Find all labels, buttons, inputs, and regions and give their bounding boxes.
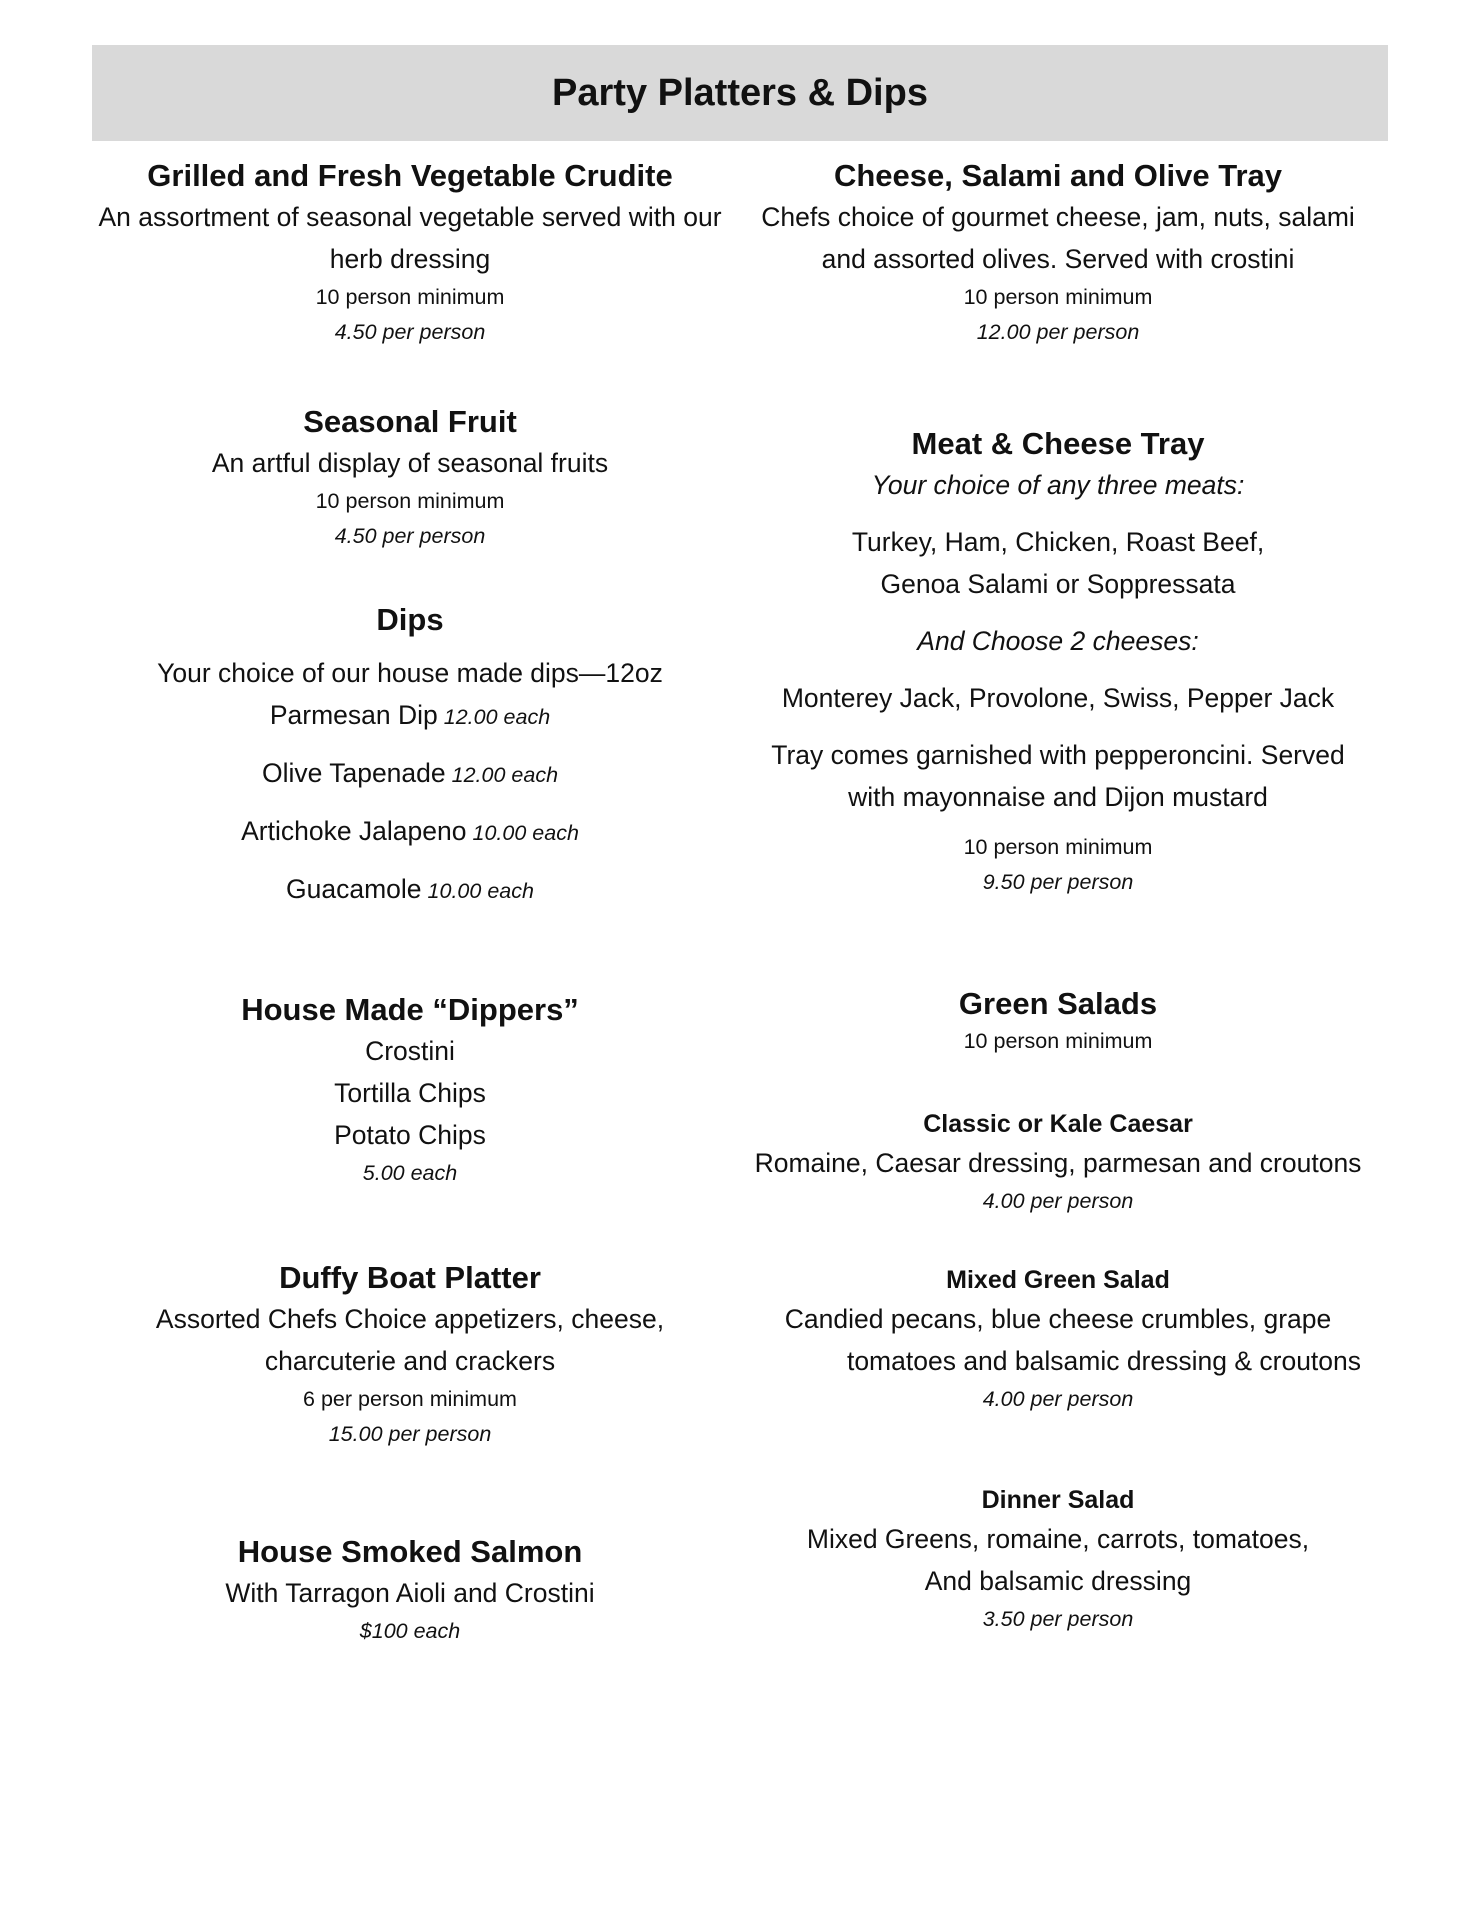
cheese-salami-title: Cheese, Salami and Olive Tray xyxy=(833,158,1282,193)
dip-name: Olive Tapenade xyxy=(261,758,446,788)
crudite-minimum: 10 person minimum xyxy=(315,285,505,309)
meat-cheese-minimum: 10 person minimum xyxy=(963,835,1153,859)
salmon-desc: With Tarragon Aioli and Crostini xyxy=(225,1578,595,1608)
dippers-price: 5.00 each xyxy=(362,1161,458,1185)
cheese-salami-desc-line1: Chefs choice of gourmet cheese, jam, nuts, salami xyxy=(761,202,1355,232)
fruit-desc: An artful display of seasonal fruits xyxy=(211,448,609,478)
fruit-section xyxy=(92,402,728,554)
mixed-salad-title: Mixed Green Salad xyxy=(946,1266,1170,1294)
duffy-desc-line2: charcuterie and crackers xyxy=(264,1346,556,1376)
crudite-desc-line1: An assortment of seasonal vegetable served with our xyxy=(98,202,722,232)
dippers-section xyxy=(92,990,728,1191)
cheese-salami-price: 12.00 per person xyxy=(976,320,1140,344)
crudite-section xyxy=(92,156,728,350)
meat-cheese-title: Meat & Cheese Tray xyxy=(911,426,1205,461)
dinner-salad-price: 3.50 per person xyxy=(982,1607,1134,1631)
duffy-section xyxy=(92,1258,728,1452)
dip-name: Guacamole xyxy=(286,874,422,904)
dip-price: 10.00 each xyxy=(427,879,534,903)
fruit-title: Seasonal Fruit xyxy=(303,404,517,439)
caesar-desc: Romaine, Caesar dressing, parmesan and croutons xyxy=(754,1148,1362,1178)
caesar-price: 4.00 per person xyxy=(982,1189,1134,1213)
fruit-minimum: 10 person minimum xyxy=(315,489,505,513)
dip-item xyxy=(92,752,728,796)
title-banner xyxy=(92,45,1388,141)
dipper-item: Tortilla Chips xyxy=(334,1078,486,1108)
dipper-item: Crostini xyxy=(365,1036,455,1066)
garnish-line1: Tray comes garnished with pepperoncini. Served xyxy=(771,740,1345,770)
mixed-salad-desc-line1: Candied pecans, blue cheese crumbles, grape xyxy=(784,1304,1332,1334)
mixed-salad-section xyxy=(746,1262,1370,1417)
cheese-list: Monterey Jack, Provolone, Swiss, Pepper Jack xyxy=(781,683,1335,713)
dip-price: 12.00 each xyxy=(443,705,551,729)
duffy-title: Duffy Boat Platter xyxy=(279,1260,541,1295)
dip-item xyxy=(92,810,728,854)
meat-cheese-price: 9.50 per person xyxy=(982,870,1134,894)
dip-name: Parmesan Dip xyxy=(269,700,438,730)
meats-line1: Turkey, Ham, Chicken, Roast Beef, xyxy=(851,527,1265,557)
fruit-price: 4.50 per person xyxy=(334,524,486,548)
salads-title: Green Salads xyxy=(958,986,1158,1021)
salads-minimum: 10 person minimum xyxy=(963,1029,1153,1053)
dip-name: Artichoke Jalapeno xyxy=(241,816,467,846)
meats-intro: Your choice of any three meats: xyxy=(871,470,1245,500)
crudite-desc-line2: herb dressing xyxy=(329,244,491,274)
garnish-line2: with mayonnaise and Dijon mustard xyxy=(848,782,1268,812)
dip-item xyxy=(92,868,728,912)
dinner-salad-section xyxy=(746,1482,1370,1637)
dips-intro: Your choice of our house made dips—12oz xyxy=(157,658,663,688)
mixed-salad-desc-line2: tomatoes and balsamic dressing & croutons xyxy=(846,1346,1362,1376)
mixed-salad-price: 4.00 per person xyxy=(982,1387,1134,1411)
dips-section xyxy=(92,600,728,926)
cheese-salami-section xyxy=(746,156,1370,350)
salmon-section xyxy=(92,1532,728,1649)
cheese-intro: And Choose 2 cheeses: xyxy=(917,626,1199,656)
dipper-item: Potato Chips xyxy=(334,1120,486,1150)
cheese-salami-minimum: 10 person minimum xyxy=(963,285,1153,309)
dinner-salad-desc-line1: Mixed Greens, romaine, carrots, tomatoes, xyxy=(806,1524,1310,1554)
crudite-price: 4.50 per person xyxy=(334,320,486,344)
dinner-salad-desc-line2: And balsamic dressing xyxy=(924,1566,1192,1596)
dippers-title: House Made “Dippers” xyxy=(241,992,579,1027)
duffy-price: 15.00 per person xyxy=(328,1422,492,1446)
salads-section xyxy=(746,984,1370,1059)
caesar-section xyxy=(746,1106,1370,1219)
page-title: Party Platters & Dips xyxy=(552,71,928,114)
dip-price: 12.00 each xyxy=(451,763,559,787)
dips-title: Dips xyxy=(376,602,444,637)
meat-cheese-section xyxy=(746,424,1370,900)
salmon-title: House Smoked Salmon xyxy=(237,1534,583,1569)
dip-item xyxy=(92,694,728,738)
dinner-salad-title: Dinner Salad xyxy=(981,1486,1135,1514)
crudite-title: Grilled and Fresh Vegetable Crudite xyxy=(147,158,673,193)
duffy-minimum: 6 per person minimum xyxy=(303,1387,517,1411)
duffy-desc-line1: Assorted Chefs Choice appetizers, cheese, xyxy=(155,1304,665,1334)
cheese-salami-desc-line2: and assorted olives. Served with crostini xyxy=(821,244,1295,274)
dip-price: 10.00 each xyxy=(472,821,579,845)
salmon-price: $100 each xyxy=(359,1619,461,1643)
meats-line2: Genoa Salami or Soppressata xyxy=(880,569,1236,599)
caesar-title: Classic or Kale Caesar xyxy=(923,1110,1193,1138)
